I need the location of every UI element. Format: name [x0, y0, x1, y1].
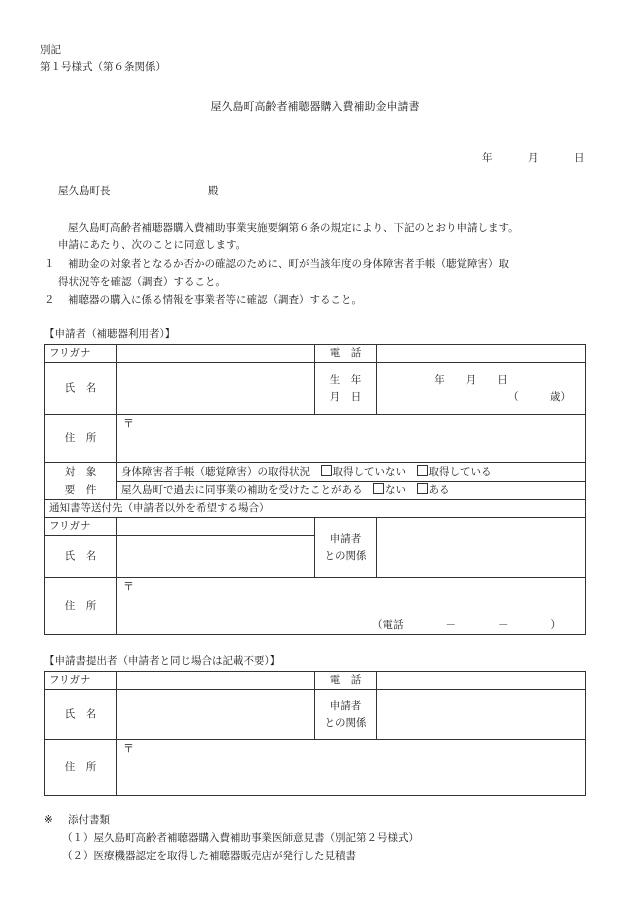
requirement-2-text: 屋久島町で過去に同事業の補助を受けたことがある	[121, 484, 373, 497]
document-title: 屋久島町高齢者補聴器購入費補助金申請書	[210, 100, 420, 113]
notice-address-field[interactable]	[117, 578, 586, 635]
date-year: 年	[482, 152, 493, 164]
applicant-section-title: 【申請者（補聴器利用者）】	[44, 328, 176, 340]
requirement-1	[117, 463, 586, 482]
date-month: 月	[528, 152, 539, 164]
birthdate-label	[315, 363, 377, 415]
notice-relation-field[interactable]	[377, 518, 586, 578]
submitter-phone-field[interactable]	[377, 672, 586, 690]
requirement-2	[117, 481, 586, 500]
submitter-relation-label	[315, 690, 377, 740]
attachment-item-1: （１）屋久島町高齢者補聴器購入費補助事業医師意見書（別記第２号様式）	[62, 832, 419, 844]
option-acquired: 取得している	[428, 465, 492, 478]
notice-postal-mark: 〒	[123, 580, 134, 593]
appendix-label: 別記	[40, 44, 61, 56]
submitter-name-field[interactable]	[117, 690, 315, 740]
submitter-section-title: 【申請書提出者（申請者と同じ場合は記載不要）】	[44, 655, 281, 667]
attachments-title: 添付書類	[68, 814, 110, 826]
furigana-label: フリガナ	[45, 345, 117, 363]
birthdate-value: 年 月 日	[434, 373, 508, 386]
notice-furigana-label: フリガナ	[45, 518, 117, 536]
furigana-field[interactable]	[117, 345, 315, 363]
submitter-relation-label-line-1: 申請者	[329, 699, 362, 712]
phone-label: 電 話	[315, 345, 377, 363]
eligibility-label-line-1: 対 象	[64, 466, 97, 478]
consent-item-2: 補聴器の購入に係る情報を事業者等に確認（調査）すること。	[68, 294, 362, 306]
submitter-address-field[interactable]	[117, 740, 586, 796]
birthdate-label-line-2: 月 日	[329, 390, 362, 403]
notice-section-title: 通知書等送付先（申請者以外を希望する場合）	[45, 500, 586, 518]
submitter-postal-mark: 〒	[123, 742, 134, 755]
submitter-phone-label: 電 話	[315, 672, 377, 690]
notice-phone: （電話 － － ）	[372, 619, 561, 632]
address-label: 住 所	[45, 415, 117, 463]
notice-relation-label	[315, 518, 377, 578]
submitter-furigana-field[interactable]	[117, 672, 315, 690]
notice-relation-label-line-2: との関係	[324, 549, 367, 562]
honorific: 殿	[208, 185, 219, 197]
requirement-1-text: 身体障害者手帳（聴覚障害）の取得状況	[121, 465, 321, 478]
address-field[interactable]	[117, 415, 586, 463]
attachments-mark: ※	[44, 814, 53, 826]
date-day: 日	[574, 152, 585, 164]
eligibility-label	[45, 463, 117, 500]
consent-item-1-line-1: 補助金の対象者となるか否かの確認のために、町が当該年度の身体障害者手帳（聴覚障害）取	[68, 258, 509, 270]
birthdate-field[interactable]	[377, 363, 586, 415]
phone-field[interactable]	[377, 345, 586, 363]
intro-line-2: 申請にあたり、次のことに同意します。	[58, 239, 247, 251]
consent-item-1-number: １	[44, 258, 55, 270]
submitter-name-label: 氏 名	[45, 690, 117, 740]
option-yes: ある	[428, 484, 450, 497]
attachment-item-2: （２）医療機器認定を取得した補聴器販売店が発行した見積書	[62, 850, 356, 862]
notice-name-label: 氏 名	[45, 536, 117, 578]
intro-line-1: 屋久島町高齢者補聴器購入費補助事業実施要綱第６条の規定により、下記のとおり申請します。	[68, 222, 519, 234]
option-no: ない	[385, 484, 417, 497]
consent-item-2-number: ２	[44, 294, 55, 306]
submitter-address-label: 住 所	[45, 740, 117, 796]
notice-address-label: 住 所	[45, 578, 117, 635]
submitter-table	[44, 671, 586, 796]
postal-mark: 〒	[123, 417, 134, 430]
checkbox-not-acquired[interactable]	[321, 465, 332, 476]
notice-relation-label-line-1: 申請者	[329, 532, 362, 545]
notice-name-field[interactable]	[117, 536, 315, 578]
submitter-relation-field[interactable]	[377, 690, 586, 740]
eligibility-label-line-2: 要 件	[64, 484, 97, 496]
age-value: （ 歳）	[508, 390, 571, 403]
notice-furigana-field[interactable]	[117, 518, 315, 536]
birthdate-label-line-1: 生 年	[329, 373, 362, 386]
recipient: 屋久島町長	[58, 185, 111, 197]
consent-item-1-line-2: 得状況等を確認（調査）すること。	[58, 276, 226, 288]
checkbox-acquired[interactable]	[417, 465, 428, 476]
checkbox-no[interactable]	[373, 483, 384, 494]
submitter-relation-label-line-2: との関係	[324, 716, 367, 729]
name-label: 氏 名	[45, 363, 117, 415]
option-not-acquired: 取得していない	[332, 465, 417, 478]
name-field[interactable]	[117, 363, 315, 415]
submitter-furigana-label: フリガナ	[45, 672, 117, 690]
checkbox-yes[interactable]	[417, 483, 428, 494]
applicant-table	[44, 344, 586, 635]
form-number: 第１号様式（第６条関係）	[40, 61, 166, 73]
